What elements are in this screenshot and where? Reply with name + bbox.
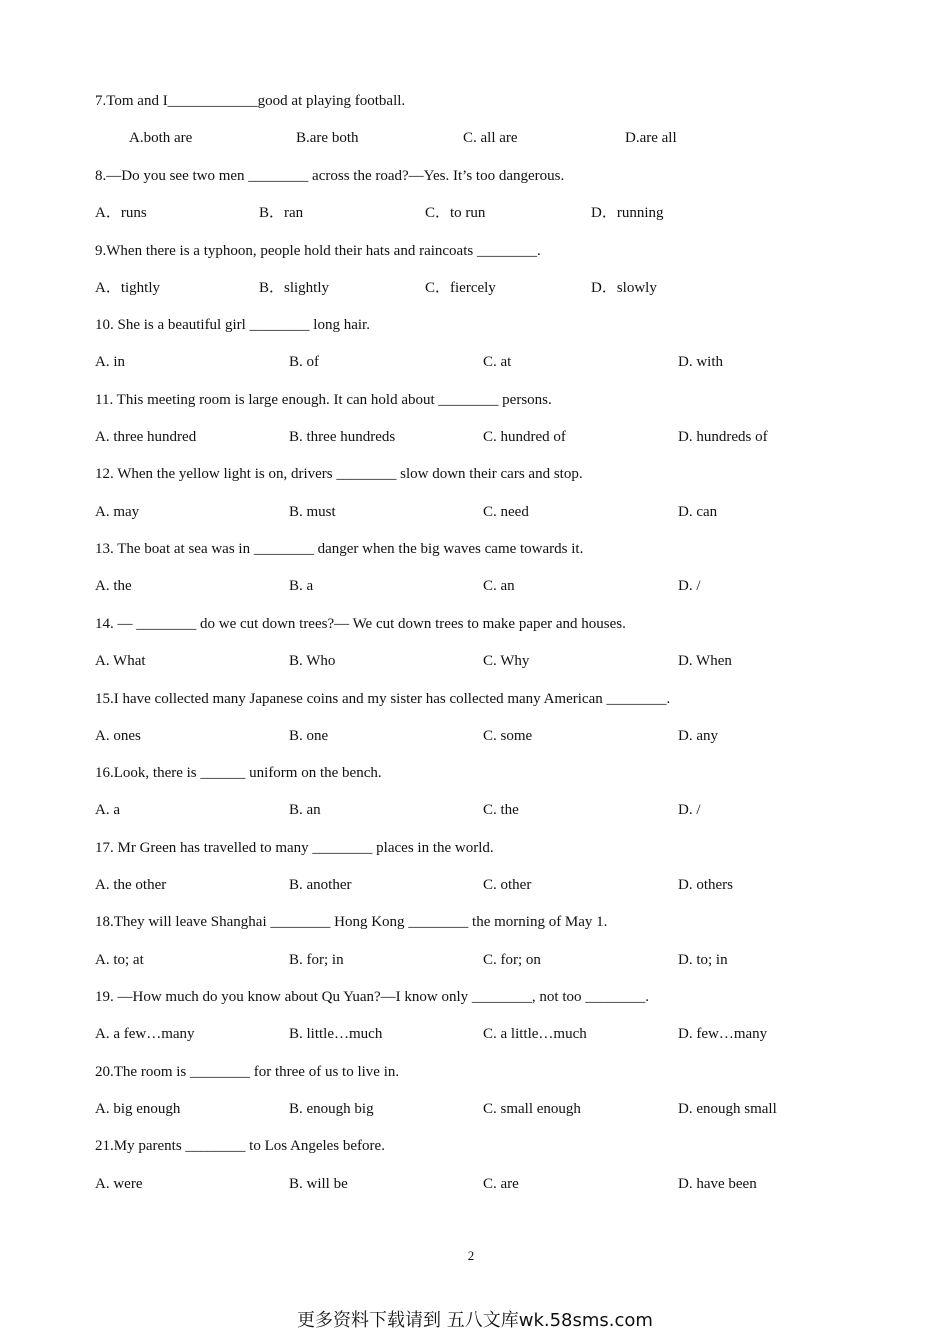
option-c: C．fiercely [425, 280, 496, 296]
footer-watermark: 更多资料下载请到 五八文库wk.58sms.com [297, 1310, 653, 1331]
option-a: A. What [95, 653, 146, 669]
option-b: B. a [289, 578, 314, 594]
option-d: D.are all [625, 130, 677, 146]
option-a: A. the other [95, 877, 167, 893]
option-d: D. When [678, 653, 732, 669]
option-b: B. will be [289, 1176, 348, 1192]
option-c: C. need [483, 504, 529, 520]
question-stem: 7.Tom and I____________good at playing football. [95, 93, 406, 109]
option-a: A. three hundred [95, 429, 197, 445]
option-d: D．running [591, 205, 664, 221]
option-b: B. another [289, 877, 352, 893]
option-b: B. one [289, 728, 329, 744]
option-c: C. for; on [483, 952, 541, 968]
option-c: C. the [483, 802, 519, 818]
option-d: D. / [678, 578, 701, 594]
option-a: A. were [95, 1176, 143, 1192]
option-d: D. any [678, 728, 718, 744]
option-c: C. all are [463, 130, 518, 146]
option-b: B. must [289, 504, 336, 520]
question-stem: 18.They will leave Shanghai ________ Hong Kong ________ the morning of May 1. [95, 914, 608, 930]
question-stem: 19. —How much do you know about Qu Yuan?—I know only ________, not too ________. [95, 989, 649, 1005]
option-a: A. a few…many [95, 1026, 195, 1042]
question-stem: 8.—Do you see two men ________ across the road?—Yes. It’s too dangerous. [95, 168, 565, 184]
option-d: D. others [678, 877, 733, 893]
option-b: B.are both [296, 130, 359, 146]
option-b: B. an [289, 802, 321, 818]
question-stem: 11. This meeting room is large enough. It can hold about ________ persons. [95, 392, 552, 408]
option-c: C. other [483, 877, 532, 893]
option-c: C. are [483, 1176, 519, 1192]
question-stem: 21.My parents ________ to Los Angeles before. [95, 1138, 385, 1154]
option-d: D. few…many [678, 1026, 768, 1042]
option-a: A. a [95, 802, 120, 818]
option-c: C. an [483, 578, 515, 594]
option-a: A．tightly [95, 280, 161, 296]
option-b: B．slightly [259, 280, 330, 296]
option-d: D．slowly [591, 280, 657, 296]
page-number: 2 [467, 1248, 475, 1263]
option-a: A. to; at [95, 952, 144, 968]
option-a: A. ones [95, 728, 141, 744]
option-d: D. can [678, 504, 718, 520]
option-d: D. / [678, 802, 701, 818]
option-b: B．ran [259, 205, 304, 221]
option-b: B. for; in [289, 952, 344, 968]
option-c: C. hundred of [483, 429, 566, 445]
option-a: A. may [95, 504, 140, 520]
question-stem: 13. The boat at sea was in ________ danger when the big waves came towards it. [95, 541, 584, 557]
question-stem: 16.Look, there is ______ uniform on the bench. [95, 765, 382, 781]
option-c: C．to run [425, 205, 486, 221]
question-stem: 9.When there is a typhoon, people hold their hats and raincoats ________. [95, 243, 541, 259]
question-stem: 12. When the yellow light is on, drivers ________ slow down their cars and stop. [95, 466, 583, 482]
option-c: C. some [483, 728, 533, 744]
question-stem: 15.I have collected many Japanese coins and my sister has collected many American ________. [95, 691, 671, 707]
option-a: A. the [95, 578, 132, 594]
option-d: D. to; in [678, 952, 728, 968]
option-c: C. a little…much [483, 1026, 587, 1042]
option-d: D. hundreds of [678, 429, 768, 445]
option-b: B. Who [289, 653, 336, 669]
question-stem: 17. Mr Green has travelled to many ________ places in the world. [95, 840, 494, 856]
option-a: A．runs [95, 205, 147, 221]
option-b: B. of [289, 354, 319, 370]
option-a: A.both are [129, 130, 193, 146]
option-a: A. in [95, 354, 125, 370]
option-c: C. small enough [483, 1101, 581, 1117]
option-d: D. with [678, 354, 723, 370]
option-c: C. Why [483, 653, 530, 669]
question-stem: 10. She is a beautiful girl ________ long hair. [95, 317, 370, 333]
option-b: B. little…much [289, 1026, 383, 1042]
option-a: A. big enough [95, 1101, 181, 1117]
question-stem: 14. — ________ do we cut down trees?— We cut down trees to make paper and houses. [95, 616, 626, 632]
option-d: D. enough small [678, 1101, 777, 1117]
option-d: D. have been [678, 1176, 757, 1192]
option-b: B. three hundreds [289, 429, 396, 445]
option-b: B. enough big [289, 1101, 374, 1117]
option-c: C. at [483, 354, 512, 370]
question-stem: 20.The room is ________ for three of us to live in. [95, 1064, 400, 1080]
